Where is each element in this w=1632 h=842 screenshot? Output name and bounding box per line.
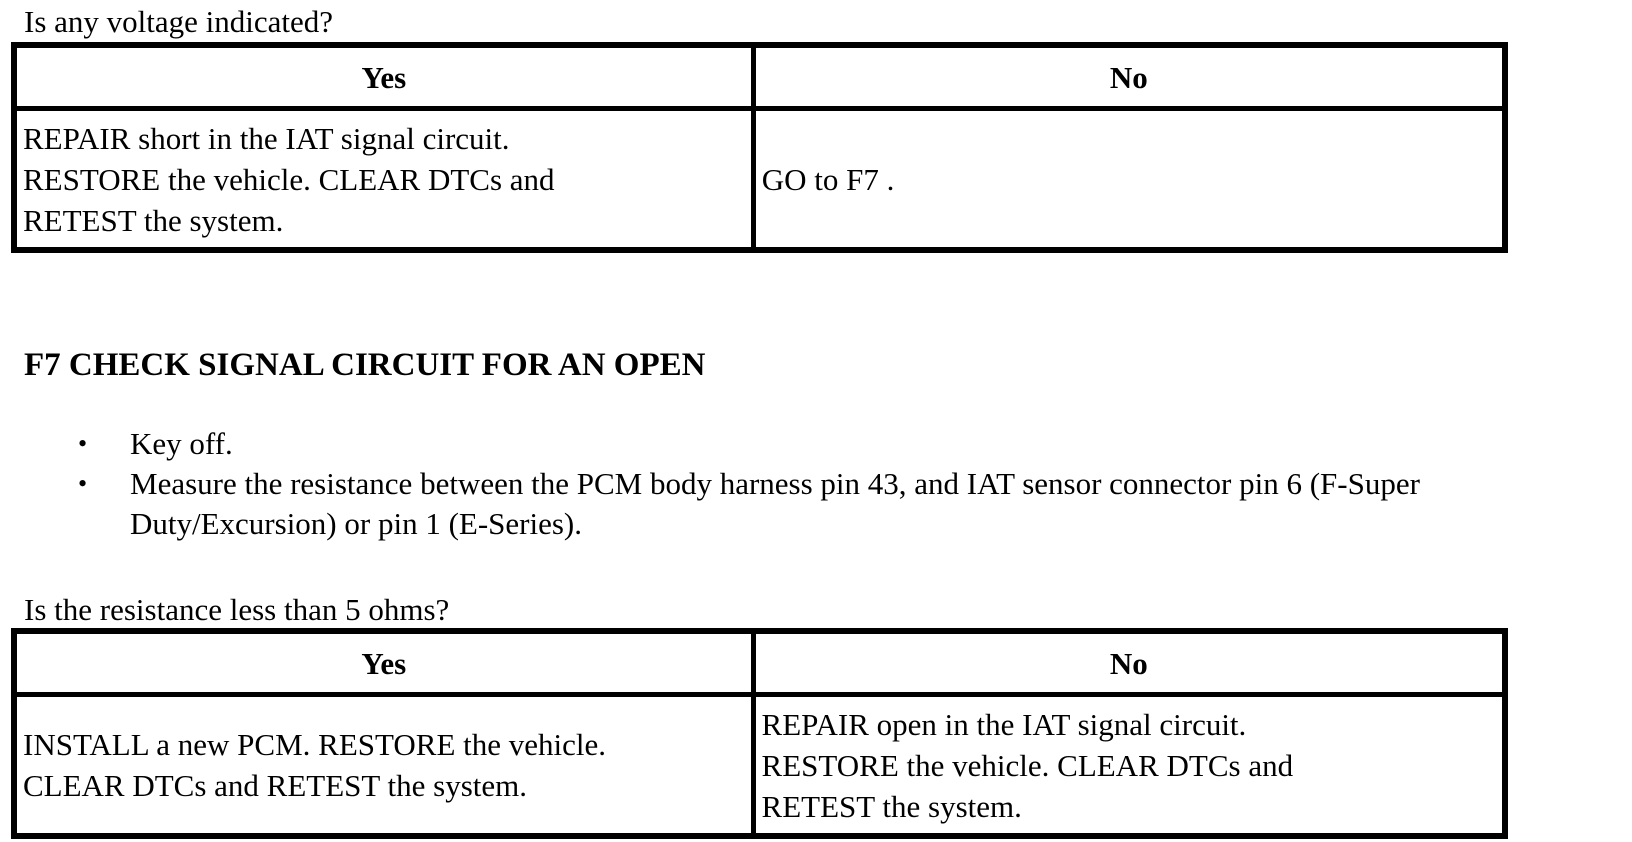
no-line: GO to F7 .	[761, 161, 895, 197]
step-text: Key off.	[130, 426, 233, 461]
bullet-icon: •	[78, 469, 88, 498]
header-no: No	[753, 45, 1505, 109]
no-line: REPAIR open in the IAT signal circuit.	[761, 706, 1247, 742]
step-text: Measure the resistance between the PCM body harness pin 43, and IAT sensor connector pin 6 (F-Super Duty/Excursion) or pin 1 (E-Series).	[130, 466, 1420, 541]
yes-line: RETEST the system.	[23, 202, 284, 238]
no-cell	[753, 109, 1505, 251]
table-row	[14, 695, 1505, 837]
decision-table-resistance	[11, 628, 1508, 839]
step-list	[0, 424, 1620, 544]
decision-table-voltage	[11, 42, 1508, 253]
bullet-icon: •	[78, 429, 88, 458]
header-yes: Yes	[14, 45, 753, 109]
section-heading-f7: F7 CHECK SIGNAL CIRCUIT FOR AN OPEN	[24, 347, 706, 383]
header-no: No	[753, 631, 1505, 695]
table-row	[14, 109, 1505, 251]
table-header-row	[14, 631, 1505, 695]
yes-line: INSTALL a new PCM. RESTORE the vehicle.	[23, 727, 607, 762]
table-header-row	[14, 45, 1505, 109]
list-item	[0, 424, 1620, 464]
header-yes: Yes	[14, 631, 753, 695]
yes-cell	[14, 695, 753, 837]
yes-line: RESTORE the vehicle. CLEAR DTCs and	[23, 161, 555, 197]
yes-line: CLEAR DTCs and RETEST the system.	[23, 768, 528, 803]
no-line: RESTORE the vehicle. CLEAR DTCs and	[761, 747, 1294, 783]
yes-line: REPAIR short in the IAT signal circuit.	[23, 120, 510, 156]
list-item	[0, 464, 1620, 544]
no-cell	[753, 695, 1505, 837]
no-line: RETEST the system.	[761, 788, 1022, 824]
yes-cell	[14, 109, 753, 251]
question-resistance: Is the resistance less than 5 ohms?	[24, 592, 450, 627]
question-voltage: Is any voltage indicated?	[24, 4, 334, 39]
